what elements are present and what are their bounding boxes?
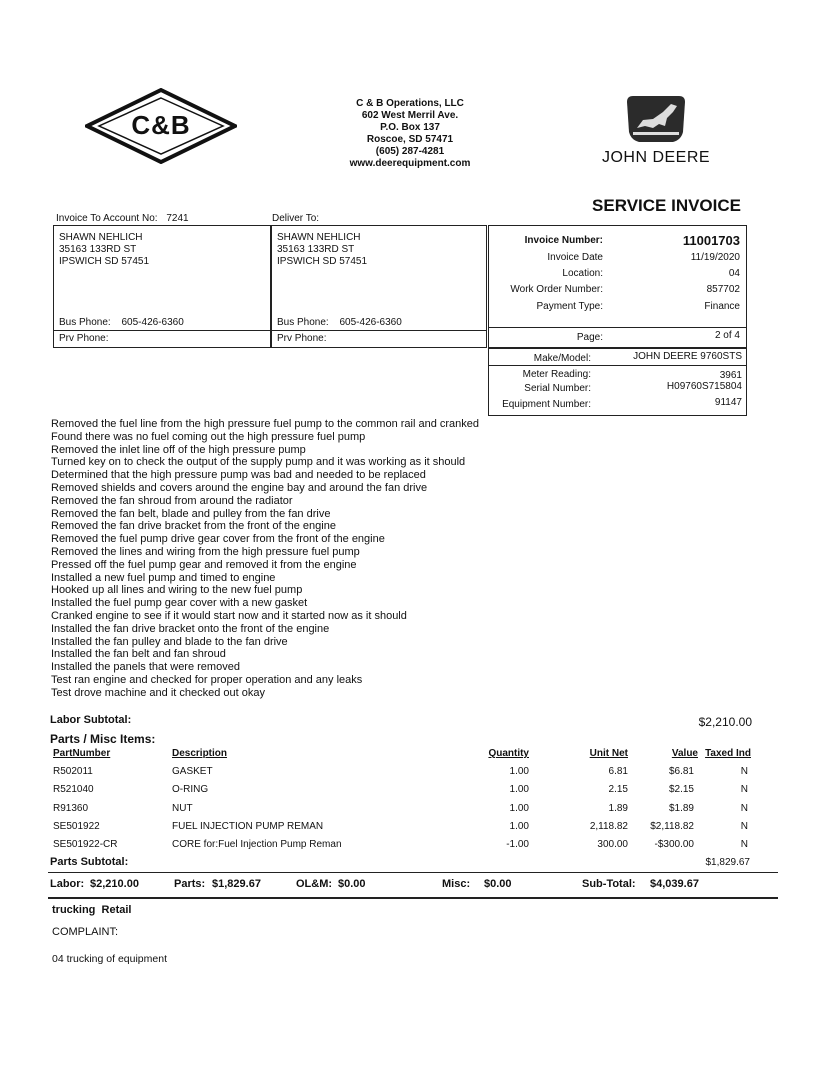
company-website: www.deerequipment.com xyxy=(349,158,471,169)
part-unit-net: 2.15 xyxy=(608,784,628,796)
work-line: Installed the fan drive bracket onto the front of the engine xyxy=(51,622,330,635)
work-line: Removed the lines and wiring from the high pressure fuel pump xyxy=(51,546,360,558)
work-line: Removed the fan shroud from around the radiator xyxy=(51,494,293,507)
john-deere-logo xyxy=(623,92,689,144)
location-value: 04 xyxy=(728,268,740,279)
work-line: Test ran engine and checked for proper operation and any leaks xyxy=(51,674,363,686)
col-header-part: PartNumber xyxy=(53,748,111,759)
invoice-date-value: 11/19/2020 xyxy=(690,252,740,263)
part-number: SE501922-CR xyxy=(53,839,118,851)
work-line: Hooked up all lines and wiring to the new fuel pump xyxy=(51,584,303,597)
invoice-info-box xyxy=(488,225,747,348)
payment-type-label: Payment Type: xyxy=(536,301,603,312)
col-header-taxed: Taxed Ind xyxy=(705,748,751,759)
part-quantity: 1.00 xyxy=(509,820,529,832)
work-line: Removed shields and covers around the engine bay and around the fan drive xyxy=(51,482,428,494)
totals-bar xyxy=(48,878,778,892)
location-label: Location: xyxy=(562,268,603,279)
part-quantity: 1.00 xyxy=(509,784,529,796)
part-number: SE501922 xyxy=(53,820,100,832)
part-quantity: 1.00 xyxy=(509,802,529,814)
invoice-to-label xyxy=(56,213,189,224)
equipment-number-label: Equipment Number: xyxy=(502,399,591,410)
trucking-title: trucking Retail xyxy=(52,904,132,916)
parts-title: Parts / Misc Items: xyxy=(50,732,156,746)
work-line: Installed a new fuel pump and timed to engine xyxy=(51,571,276,584)
part-description: FUEL INJECTION PUMP REMAN xyxy=(172,820,324,832)
invoice-number-label: Invoice Number: xyxy=(524,235,603,246)
part-value: -$300.00 xyxy=(654,839,694,851)
deliver-to-name: SHAWN NEHLICH xyxy=(277,232,361,243)
totals-misc-value: $0.00 xyxy=(484,878,512,890)
deliver-to-bus-phone xyxy=(277,317,402,328)
totals-parts-value: $1,829.67 xyxy=(212,878,261,890)
part-description: NUT xyxy=(172,802,193,814)
parts-subtotal-label: Parts Subtotal: xyxy=(50,856,129,868)
bus-phone-value: 605-426-6360 xyxy=(121,317,184,328)
complaint-text: 04 trucking of equipment xyxy=(52,953,167,965)
totals-labor-label: Labor: xyxy=(50,878,85,890)
col-header-unit-net: Unit Net xyxy=(589,748,628,759)
invoice-to-prv-phone: Prv Phone: xyxy=(59,333,109,344)
part-taxed: N xyxy=(740,820,748,832)
part-taxed: N xyxy=(740,766,748,777)
deliver-to-prv-phone: Prv Phone: xyxy=(277,333,327,344)
invoice-to-name: SHAWN NEHLICH xyxy=(59,232,143,243)
col-header-quantity: Quantity xyxy=(488,748,529,759)
part-taxed: N xyxy=(740,839,748,851)
work-order-value: 857702 xyxy=(706,284,740,295)
totals-subtotal-value: $4,039.67 xyxy=(650,878,699,890)
col-header-description: Description xyxy=(172,748,228,759)
part-taxed: N xyxy=(740,784,748,796)
invoice-to-box xyxy=(53,225,271,348)
serial-number-label: Serial Number: xyxy=(524,383,591,394)
company-city: Roscoe, SD 57471 xyxy=(366,134,454,145)
work-line: Determined that the high pressure pump was bad and needed to be replaced xyxy=(51,469,426,482)
totals-subtotal-label: Sub-Total: xyxy=(582,878,636,890)
company-info xyxy=(300,98,520,170)
cb-logo-text: C&B xyxy=(131,110,191,140)
company-name: C & B Operations, LLC xyxy=(356,98,464,109)
part-quantity: 1.00 xyxy=(509,766,529,777)
complaint-label: COMPLAINT: xyxy=(52,926,119,938)
company-pobox: P.O. Box 137 xyxy=(380,122,440,133)
work-line: Installed the fuel pump gear cover with a new gasket xyxy=(51,597,308,610)
bus-phone-value: 605-426-6360 xyxy=(339,317,402,328)
work-line: Removed the inlet line off of the high pressure pump xyxy=(51,443,306,456)
part-taxed: N xyxy=(740,802,748,814)
cb-logo xyxy=(85,88,237,164)
work-line: Removed the fan belt, blade and pulley from the fan drive xyxy=(51,507,331,520)
work-line: Found there was no fuel coming out the high pressure fuel pump xyxy=(51,430,366,443)
part-number: R91360 xyxy=(53,802,89,814)
work-line: Removed the fan drive bracket from the front of the engine xyxy=(51,520,336,533)
deliver-to-city: IPSWICH SD 57451 xyxy=(277,256,368,267)
labor-subtotal-label: Labor Subtotal: xyxy=(50,714,132,726)
totals-labor-value: $2,210.00 xyxy=(90,878,139,890)
invoice-date-label: Invoice Date xyxy=(547,252,603,263)
work-order-label: Work Order Number: xyxy=(510,284,603,295)
work-line: Turned key on to check the output of the supply pump and it was working as it should xyxy=(51,456,466,469)
make-model-label: Make/Model: xyxy=(533,353,591,364)
invoice-to-city: IPSWICH SD 57451 xyxy=(59,256,150,267)
part-quantity: -1.00 xyxy=(506,839,529,851)
company-phone: (605) 287-4281 xyxy=(375,146,445,157)
invoice-number-value: 11001703 xyxy=(682,233,740,248)
totals-olm-value: $0.00 xyxy=(338,878,366,890)
page-title: SERVICE INVOICE xyxy=(592,196,741,215)
part-number: R521040 xyxy=(53,784,94,796)
part-unit-net: 2,118.82 xyxy=(589,820,628,832)
invoice-to-account-label: Invoice To Account No: xyxy=(56,213,158,224)
work-line: Installed the fan belt and fan shroud xyxy=(51,648,226,661)
equipment-number-value: 91147 xyxy=(714,397,742,408)
part-unit-net: 6.81 xyxy=(608,766,628,777)
work-line: Test drove machine and it checked out okay xyxy=(51,686,266,699)
col-header-value: Value xyxy=(671,748,698,759)
bus-phone-label: Bus Phone: xyxy=(59,317,111,328)
work-line: Removed the fuel pump drive gear cover from the front of the engine xyxy=(51,533,385,546)
page-value: 2 of 4 xyxy=(714,330,740,341)
deliver-to-street: 35163 133RD ST xyxy=(277,244,355,255)
payment-type-value: Finance xyxy=(704,301,740,312)
company-address: 602 West Merril Ave. xyxy=(361,110,459,121)
invoice-to-bus-phone xyxy=(59,317,184,328)
totals-parts-label: Parts: xyxy=(174,878,206,890)
totals-olm-label: OL&M: xyxy=(296,878,333,890)
work-line: Installed the fan pulley and blade to the fan drive xyxy=(51,635,288,648)
work-line: Installed the panels that were removed xyxy=(51,661,240,674)
part-description: CORE for:Fuel Injection Pump Reman xyxy=(172,839,342,851)
part-unit-net: 300.00 xyxy=(597,839,628,851)
part-description: O-RING xyxy=(172,784,209,796)
work-line: Removed the fuel line from the high pressure fuel pump to the common rail and cranked xyxy=(51,418,480,430)
meter-reading-value: 3961 xyxy=(719,370,742,381)
totals-misc-label: Misc: xyxy=(442,878,471,890)
invoice-to-street: 35163 133RD ST xyxy=(59,244,137,255)
work-line: Pressed off the fuel pump gear and removed it from the engine xyxy=(51,558,357,571)
part-value: $1.89 xyxy=(668,802,694,814)
meter-reading-label: Meter Reading: xyxy=(522,369,591,380)
labor-subtotal-value: $2,210.00 xyxy=(698,715,752,729)
work-line: Cranked engine to see if it would start now and it started now as it should xyxy=(51,610,407,622)
invoice-to-account-number: 7241 xyxy=(166,213,189,224)
make-model-value: JOHN DEERE 9760STS xyxy=(633,351,742,362)
equipment-box xyxy=(488,348,747,416)
part-number: R502011 xyxy=(53,766,93,777)
page-label: Page: xyxy=(576,332,603,343)
bus-phone-label: Bus Phone: xyxy=(277,317,329,328)
deliver-to-box xyxy=(271,225,487,348)
part-value: $2.15 xyxy=(668,784,694,796)
deliver-to-label: Deliver To: xyxy=(272,213,320,224)
part-description: GASKET xyxy=(172,766,213,777)
serial-number-value: H09760S715804 xyxy=(666,381,742,392)
part-unit-net: 1.89 xyxy=(608,802,628,814)
parts-subtotal-value: $1,829.67 xyxy=(705,857,750,868)
part-value: $6.81 xyxy=(668,766,694,777)
john-deere-brand: JOHN DEERE xyxy=(601,149,711,166)
part-value: $2,118.82 xyxy=(650,820,694,832)
